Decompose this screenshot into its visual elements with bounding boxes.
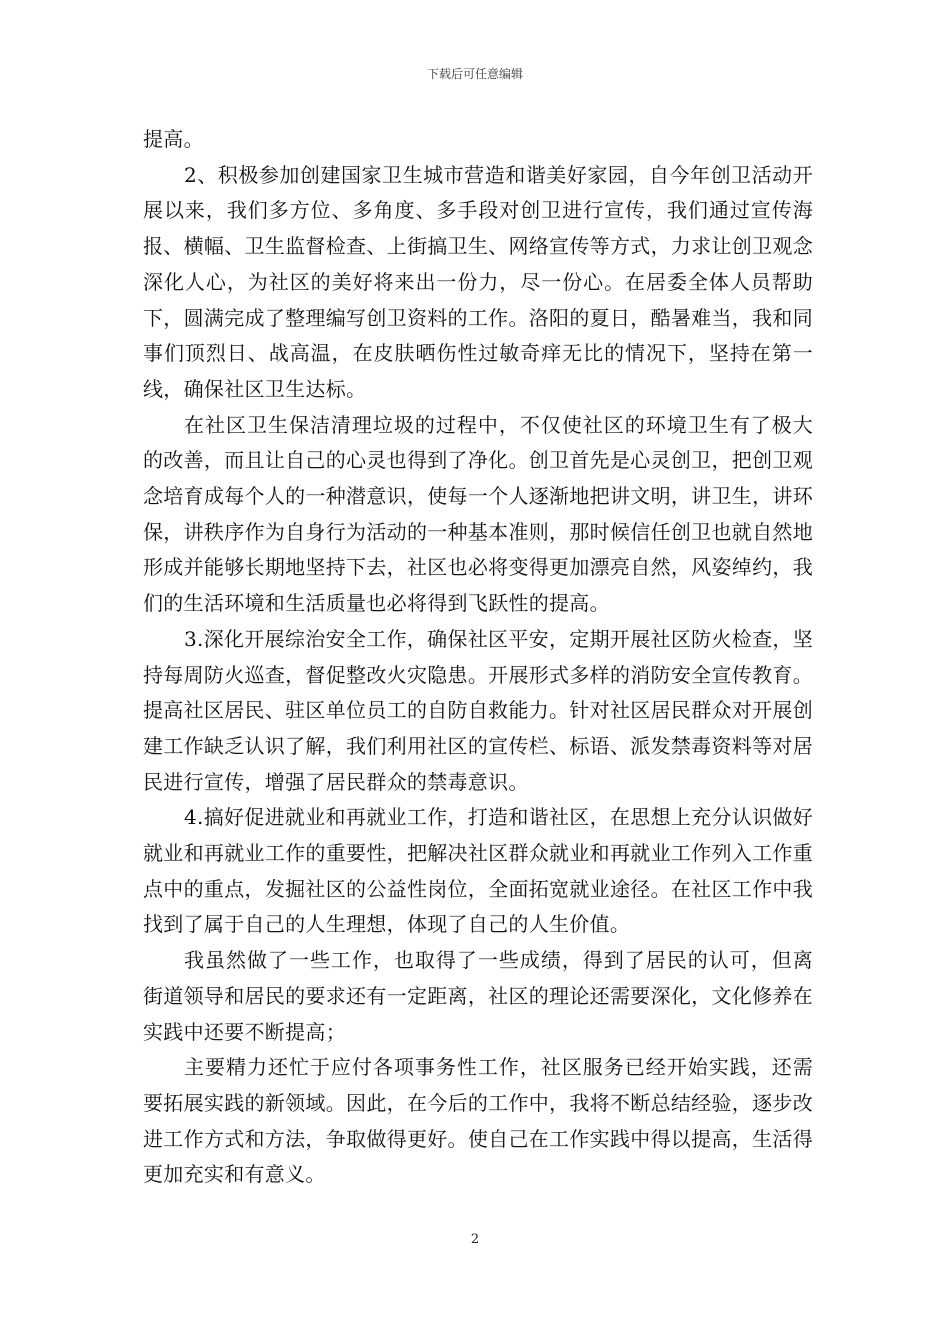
document-body [143, 122, 813, 1193]
paragraph: 2、积极参加创建国家卫生城市营造和谐美好家园，自今年创卫活动开展以来，我们多方位、多角度、多手段对创卫进行宣传，我们通过宣传海报、横幅、卫生监督检查、上街搞卫生、网络宣传等方式，力求让创卫观念深化人心，为社区的美好将来出一份力，尽一份心。在居委全体人员帮助下，圆满完成了整理编写创卫资料的工作。洛阳的夏日，酷暑难当，我和同事们顶烈日、战高温，在皮肤晒伤性过敏奇痒无比的情况下，坚持在第一线，确保社区卫生达标。 [143, 162, 813, 401]
page-number: 2 [470, 1232, 480, 1247]
paragraph: 3.深化开展综治安全工作，确保社区平安，定期开展社区防火检查，坚持每周防火巡查，督促整改火灾隐患。开展形式多样的消防安全宣传教育。提高社区居民、驻区单位员工的自防自救能力。针对社区居民群众对开展创建工作缺乏认识了解，我们利用社区的宣传栏、标语、派发禁毒资料等对居民进行宣传，增强了居民群众的禁毒意识。 [143, 626, 813, 794]
page-header: 下载后可任意编辑 [426, 67, 523, 81]
paragraph: 提高。 [143, 127, 204, 151]
paragraph: 主要精力还忙于应付各项事务性工作，社区服务已经开始实践，还需要拓展实践的新领域。因此，在今后的工作中，我将不断总结经验，逐步改进工作方式和方法，争取做得更好。使自己在工作实践中得以提高，生活得更加充实和有意义。 [143, 1055, 813, 1187]
paragraph: 4.搞好促进就业和再就业工作，打造和谐社区，在思想上充分认识做好就业和再就业工作的重要性，把解决社区群众就业和再就业工作列入工作重点中的重点，发掘社区的公益性岗位，全面拓宽就业途径。在社区工作中我找到了属于自己的人生理想，体现了自己的人生价值。 [143, 805, 813, 937]
paragraph: 我虽然做了一些工作，也取得了一些成绩，得到了居民的认可，但离街道领导和居民的要求还有一定距离，社区的理论还需要深化，文化修养在实践中还要不断提高； [143, 948, 813, 1044]
paragraph: 在社区卫生保洁清理垃圾的过程中，不仅使社区的环境卫生有了极大的改善，而且让自己的心灵也得到了净化。创卫首先是心灵创卫，把创卫观念培育成每个人的一种潜意识，使每一个人逐渐地把讲文明，讲卫生，讲环保，讲秩序作为自身行为活动的一种基本准则，那时候信任创卫也就自然地形成并能够长期地坚持下去，社区也必将变得更加漂亮自然，风姿绰约，我们的生活环境和生活质量也必将得到飞跃性的提高。 [143, 412, 813, 616]
